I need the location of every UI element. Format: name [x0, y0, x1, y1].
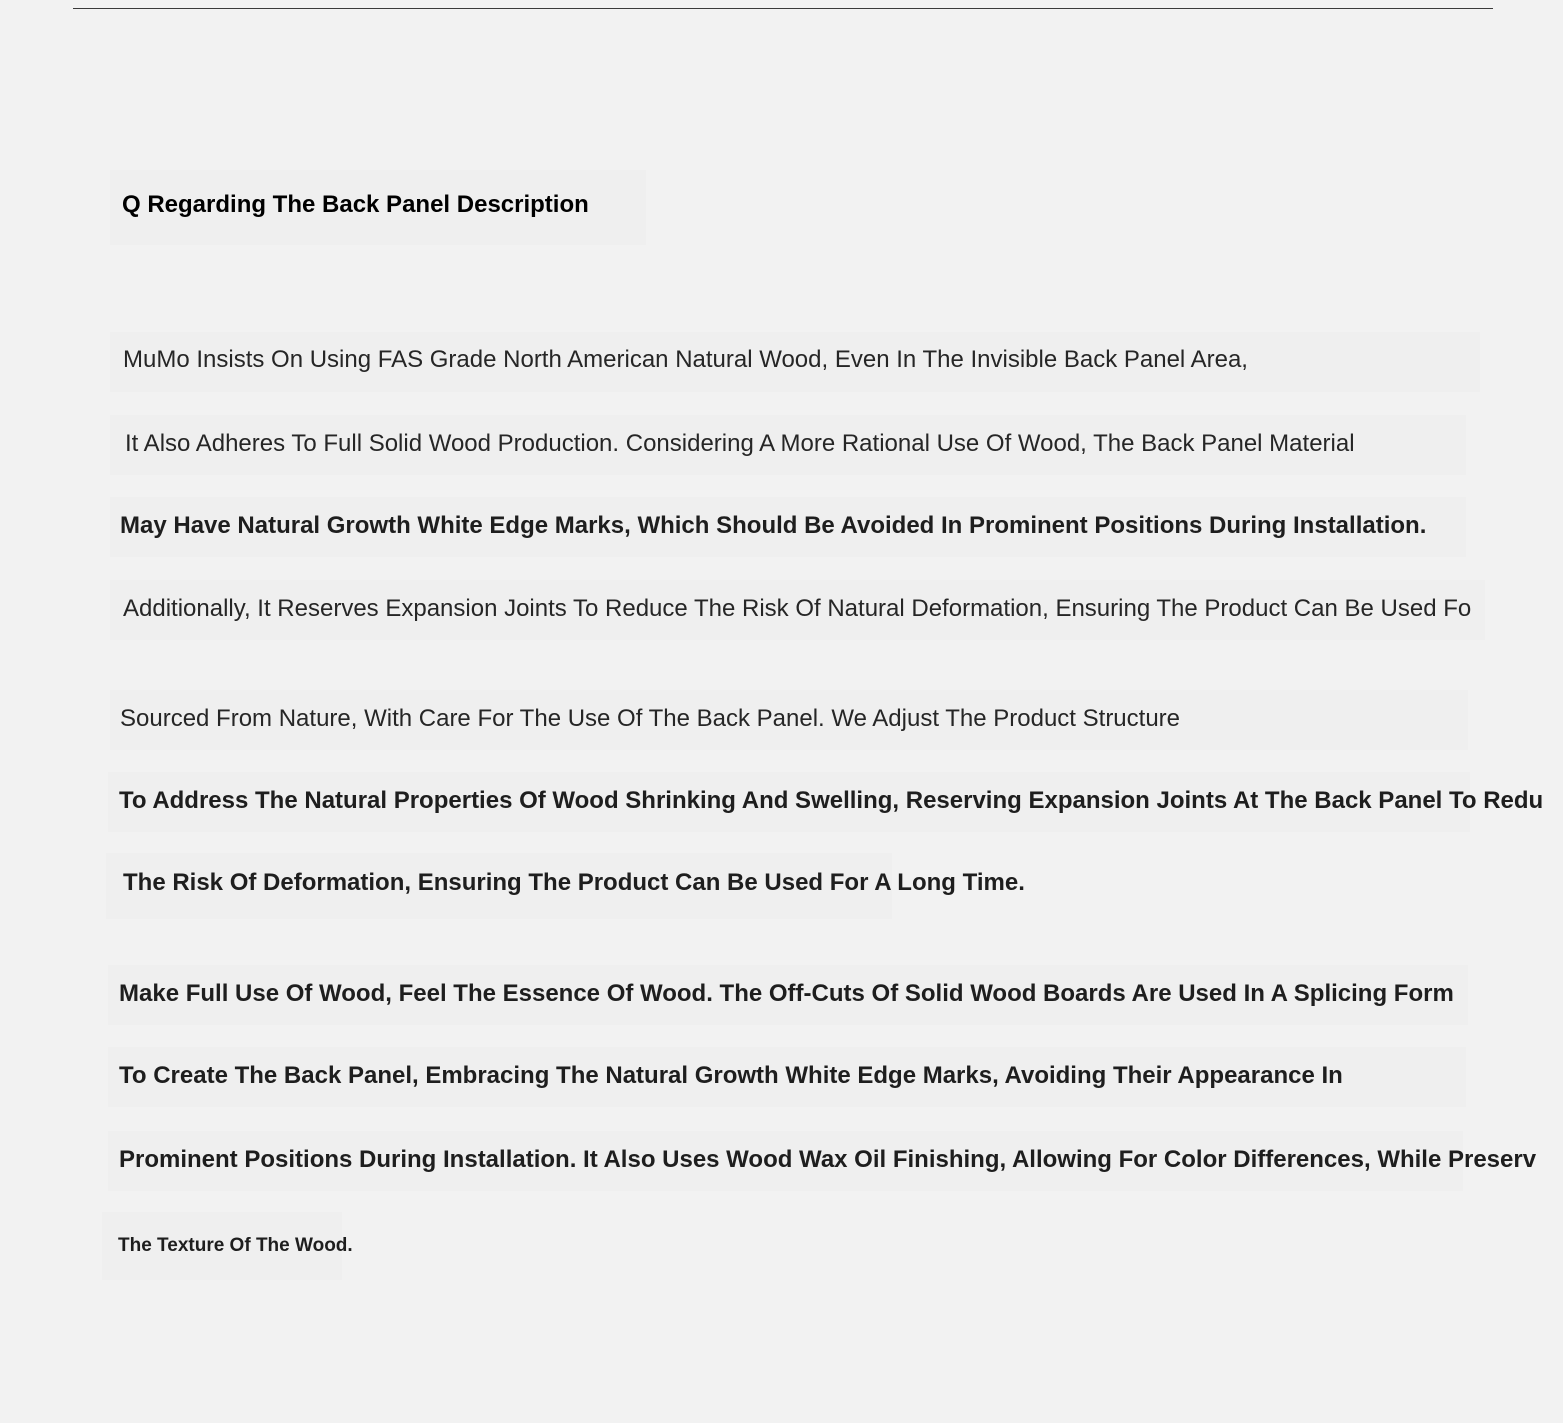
paragraph-line: Additionally, It Reserves Expansion Joints To Reduce The Risk Of Natural Deformation, Ensuring The Product Can Be Used Fo — [123, 595, 1472, 622]
paragraph-line: To Create The Back Panel, Embracing The Natural Growth White Edge Marks, Avoiding Their Appearance In — [119, 1062, 1343, 1089]
paragraph-line: Make Full Use Of Wood, Feel The Essence Of Wood. The Off-Cuts Of Solid Wood Boards Are Used In A Splicing Form — [119, 980, 1454, 1007]
paragraph-line: Sourced From Nature, With Care For The Use Of The Back Panel. We Adjust The Product Structure — [120, 705, 1181, 732]
paragraph-line: MuMo Insists On Using FAS Grade North American Natural Wood, Even In The Invisible Back Panel Area, — [123, 346, 1248, 373]
paragraph-line: May Have Natural Growth White Edge Marks, Which Should Be Avoided In Prominent Positions During Installation. — [120, 512, 1427, 539]
paragraph-line: It Also Adheres To Full Solid Wood Production. Considering A More Rational Use Of Wood, The Back Panel Material — [125, 430, 1355, 457]
paragraph-line: Prominent Positions During Installation. It Also Uses Wood Wax Oil Finishing, Allowing For Color Differences, While Preserv — [119, 1146, 1537, 1173]
top-divider — [73, 8, 1493, 9]
page-title: Q Regarding The Back Panel Description — [122, 191, 589, 218]
paragraph-line: The Texture Of The Wood. — [118, 1235, 353, 1256]
paragraph-line: To Address The Natural Properties Of Wood Shrinking And Swelling, Reserving Expansion Joints At The Back Panel To Redu — [119, 787, 1544, 814]
paragraph-line: The Risk Of Deformation, Ensuring The Product Can Be Used For A Long Time. — [123, 869, 1025, 896]
